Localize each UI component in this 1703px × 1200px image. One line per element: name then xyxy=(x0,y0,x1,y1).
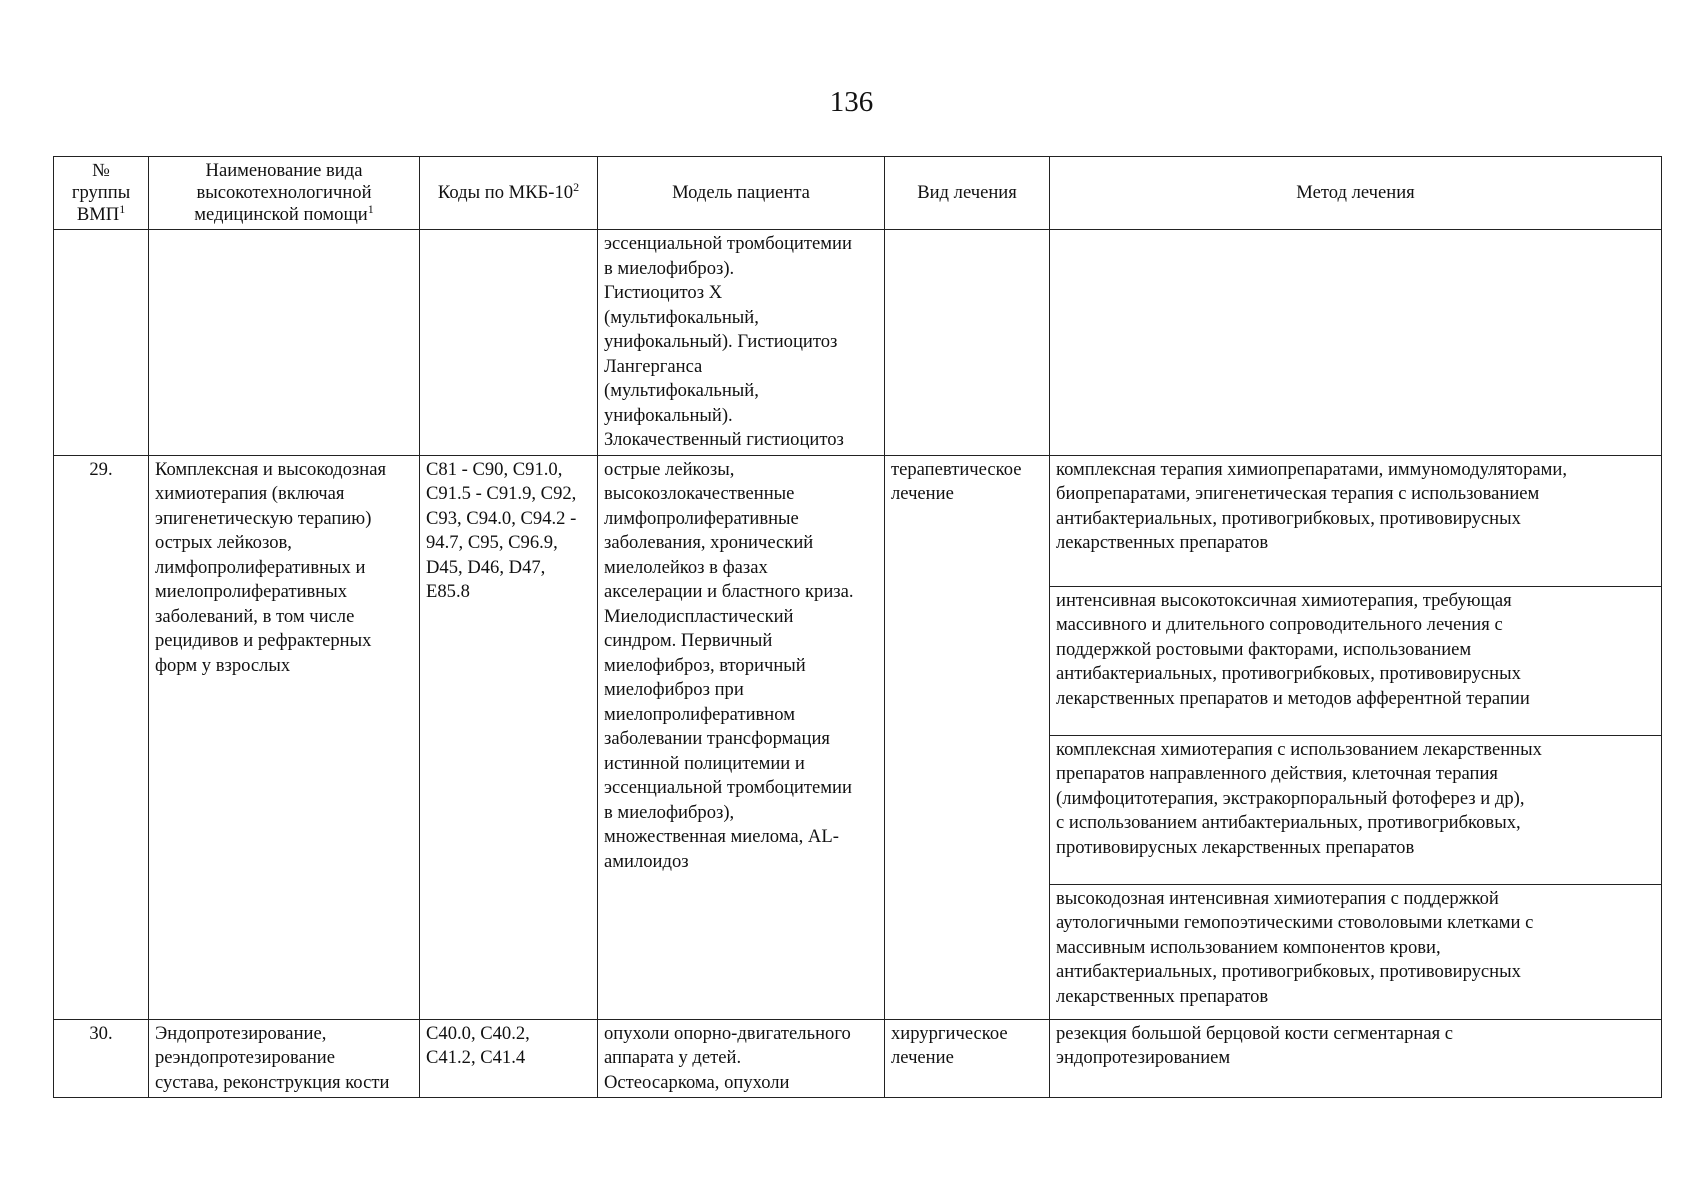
text-line: Миелодиспластический xyxy=(604,605,794,627)
header-care-type-line: Наименование вида xyxy=(205,160,363,181)
text-line: антибактериальных, противогрибковых, противовирусных xyxy=(1056,961,1521,982)
text-line: Остеосаркома, опухоли xyxy=(604,1071,790,1093)
cell-care-type-name xyxy=(149,230,420,456)
text-line: Злокачественный гистиоцитоз xyxy=(604,429,844,450)
header-care-type-line: медицинской помощи xyxy=(194,204,368,225)
header-care-type-name xyxy=(149,157,420,230)
header-icd-codes-label: Коды по МКБ-10 xyxy=(437,182,574,203)
text-line: реэндопротезирование xyxy=(155,1047,335,1068)
cell-icd-codes xyxy=(420,230,598,456)
text-line: в миелофиброз), xyxy=(604,801,735,823)
text-line: высокодозная интенсивная химиотерапия с поддержкой xyxy=(1056,887,1499,909)
footnote-mark: 1 xyxy=(367,201,374,216)
vmp-table xyxy=(53,156,1662,1098)
cell-group-number: 29. xyxy=(54,455,149,1019)
text-line: Гистиоцитоз X xyxy=(604,282,723,303)
text-line: заболеваний, в том числе xyxy=(155,605,355,627)
text-line: C40.0, C40.2, xyxy=(426,1022,530,1044)
text-line: антибактериальных, противогрибковых, противовирусных xyxy=(1056,663,1521,684)
header-treatment-method: Метод лечения xyxy=(1050,157,1662,230)
cell-group-number: 30. xyxy=(54,1019,149,1098)
text-line: массивным использованием компонентов крови, xyxy=(1056,936,1441,958)
text-line: заболевания, хронический xyxy=(604,532,814,553)
text-line: (мультифокальный, xyxy=(604,306,759,328)
text-line: эссенциальной тромбоцитемии xyxy=(604,233,852,254)
text-line: миелофиброз при xyxy=(604,679,744,700)
text-line: акселерации и бластного криза. xyxy=(604,581,854,602)
table-header-row xyxy=(54,157,1662,230)
text-line: E85.8 xyxy=(426,581,470,602)
header-treatment-type: Вид лечения xyxy=(885,157,1050,230)
text-line: лимфопролиферативных и xyxy=(155,556,366,578)
text-line: химиотерапия (включая xyxy=(155,483,345,504)
text-line: интенсивная высокотоксичная химиотерапия, требующая xyxy=(1056,589,1512,611)
text-line: лечение xyxy=(891,1047,954,1068)
cell-treatment-method xyxy=(1050,230,1662,456)
text-line: миелолейкоз в фазах xyxy=(604,556,768,578)
text-line: острых лейкозов, xyxy=(155,532,292,553)
text-line: (лимфоцитотерапия, экстракорпоральный фотоферез и др), xyxy=(1056,787,1525,809)
cell-treatment-method xyxy=(1050,1019,1662,1098)
text-line: с использованием антибактериальных, противогрибковых, xyxy=(1056,812,1521,833)
text-line: множественная миелома, AL- xyxy=(604,826,839,847)
header-care-type-line: высокотехнологичной xyxy=(196,182,372,203)
text-line: рецидивов и рефрактерных xyxy=(155,630,372,651)
text-line: высокозлокачественные xyxy=(604,483,795,504)
text-line: опухоли опорно-двигательного xyxy=(604,1022,851,1044)
header-patient-model: Модель пациента xyxy=(598,157,885,230)
footnote-mark: 1 xyxy=(119,201,126,216)
table-row-continuation xyxy=(54,230,1662,456)
text-line: 94.7, C95, C96.9, xyxy=(426,532,558,553)
text-line: противовирусных лекарственных препаратов xyxy=(1056,836,1415,858)
text-line: сустава, реконструкция кости xyxy=(155,1071,390,1093)
text-line: хирургическое xyxy=(891,1022,1008,1044)
cell-treatment-type xyxy=(885,455,1050,1019)
cell-group-number xyxy=(54,230,149,456)
text-line: заболевании трансформация xyxy=(604,728,830,749)
text-line: поддержкой ростовыми факторами, использованием xyxy=(1056,638,1472,660)
header-group-number-line: ВМП xyxy=(76,204,120,225)
text-line: Эндопротезирование, xyxy=(155,1022,327,1044)
text-line: антибактериальных, противогрибковых, противовирусных xyxy=(1056,507,1521,529)
text-line: форм у взрослых xyxy=(155,654,291,676)
text-line: Лангерганса xyxy=(604,355,703,377)
text-line: C81 - C90, C91.0, xyxy=(426,458,563,480)
cell-patient-model xyxy=(598,455,885,1019)
text-line: Комплексная и высокодозная xyxy=(155,458,387,480)
text-line: амилоидоз xyxy=(604,850,689,872)
text-line: эндопротезированием xyxy=(1056,1047,1231,1068)
text-line: лекарственных препаратов xyxy=(1056,532,1269,553)
text-line: эпигенетическую терапию) xyxy=(155,507,372,529)
text-line: комплексная химиотерапия с использованием лекарственных xyxy=(1056,738,1542,760)
text-line: миелофиброз, вторичный xyxy=(604,654,806,676)
text-line: биопрепаратами, эпигенетическая терапия с использованием xyxy=(1056,483,1540,504)
text-line: лекарственных препаратов xyxy=(1056,985,1269,1007)
cell-patient-model xyxy=(598,1019,885,1098)
header-group-number-line: № xyxy=(92,160,110,181)
text-line: терапевтическое xyxy=(891,458,1022,480)
text-line: аппарата у детей. xyxy=(604,1047,742,1068)
header-icd-codes xyxy=(420,157,598,230)
page-number: 136 xyxy=(829,86,874,118)
text-line: унифокальный). xyxy=(604,404,733,426)
cell-patient-model xyxy=(598,230,885,456)
text-line: комплексная терапия химиопрепаратами, иммуномодуляторами, xyxy=(1056,458,1568,480)
cell-care-type-name xyxy=(149,455,420,1019)
text-line: C41.2, C41.4 xyxy=(426,1047,526,1068)
header-group-number-line: группы xyxy=(71,182,131,203)
text-line: аутологичными гемопоэтическими стоволовыми клетками с xyxy=(1056,912,1534,933)
text-line: лечение xyxy=(891,483,954,504)
text-line: синдром. Первичный xyxy=(604,630,773,651)
text-line: истинной полицитемии и xyxy=(604,752,805,774)
text-line: (мультифокальный, xyxy=(604,380,759,401)
cell-treatment-type xyxy=(885,230,1050,456)
text-line: в миелофиброз). xyxy=(604,257,735,279)
header-group-number xyxy=(54,157,149,230)
text-line: D45, D46, D47, xyxy=(426,556,546,578)
cell-care-type-name xyxy=(149,1019,420,1098)
text-line: C91.5 - C91.9, C92, xyxy=(426,483,577,504)
footnote-mark: 2 xyxy=(573,179,580,194)
text-line: резекция большой берцовой кости сегментарная с xyxy=(1056,1022,1454,1044)
text-line: эссенциальной тромбоцитемии xyxy=(604,777,852,798)
cell-treatment-method xyxy=(1050,455,1662,586)
cell-icd-codes xyxy=(420,455,598,1019)
cell-icd-codes xyxy=(420,1019,598,1098)
text-line: унифокальный). Гистиоцитоз xyxy=(604,331,838,352)
text-line: препаратов направленного действия, клеточная терапия xyxy=(1056,763,1498,784)
cell-treatment-method xyxy=(1050,884,1662,1019)
text-line: лимфопролиферативные xyxy=(604,507,799,529)
table-row-group-29 xyxy=(54,455,1662,586)
text-line: C93, C94.0, C94.2 - xyxy=(426,507,577,529)
text-line: миелопролиферативном xyxy=(604,703,795,725)
text-line: миелопролиферативных xyxy=(155,581,348,602)
cell-treatment-method xyxy=(1050,735,1662,884)
table-row-group-30 xyxy=(54,1019,1662,1098)
cell-treatment-method xyxy=(1050,586,1662,735)
text-line: массивного и длительного сопроводительного лечения с xyxy=(1056,614,1503,635)
text-line: лекарственных препаратов и методов афферентной терапии xyxy=(1056,687,1530,709)
cell-treatment-type xyxy=(885,1019,1050,1098)
text-line: острые лейкозы, xyxy=(604,458,735,480)
